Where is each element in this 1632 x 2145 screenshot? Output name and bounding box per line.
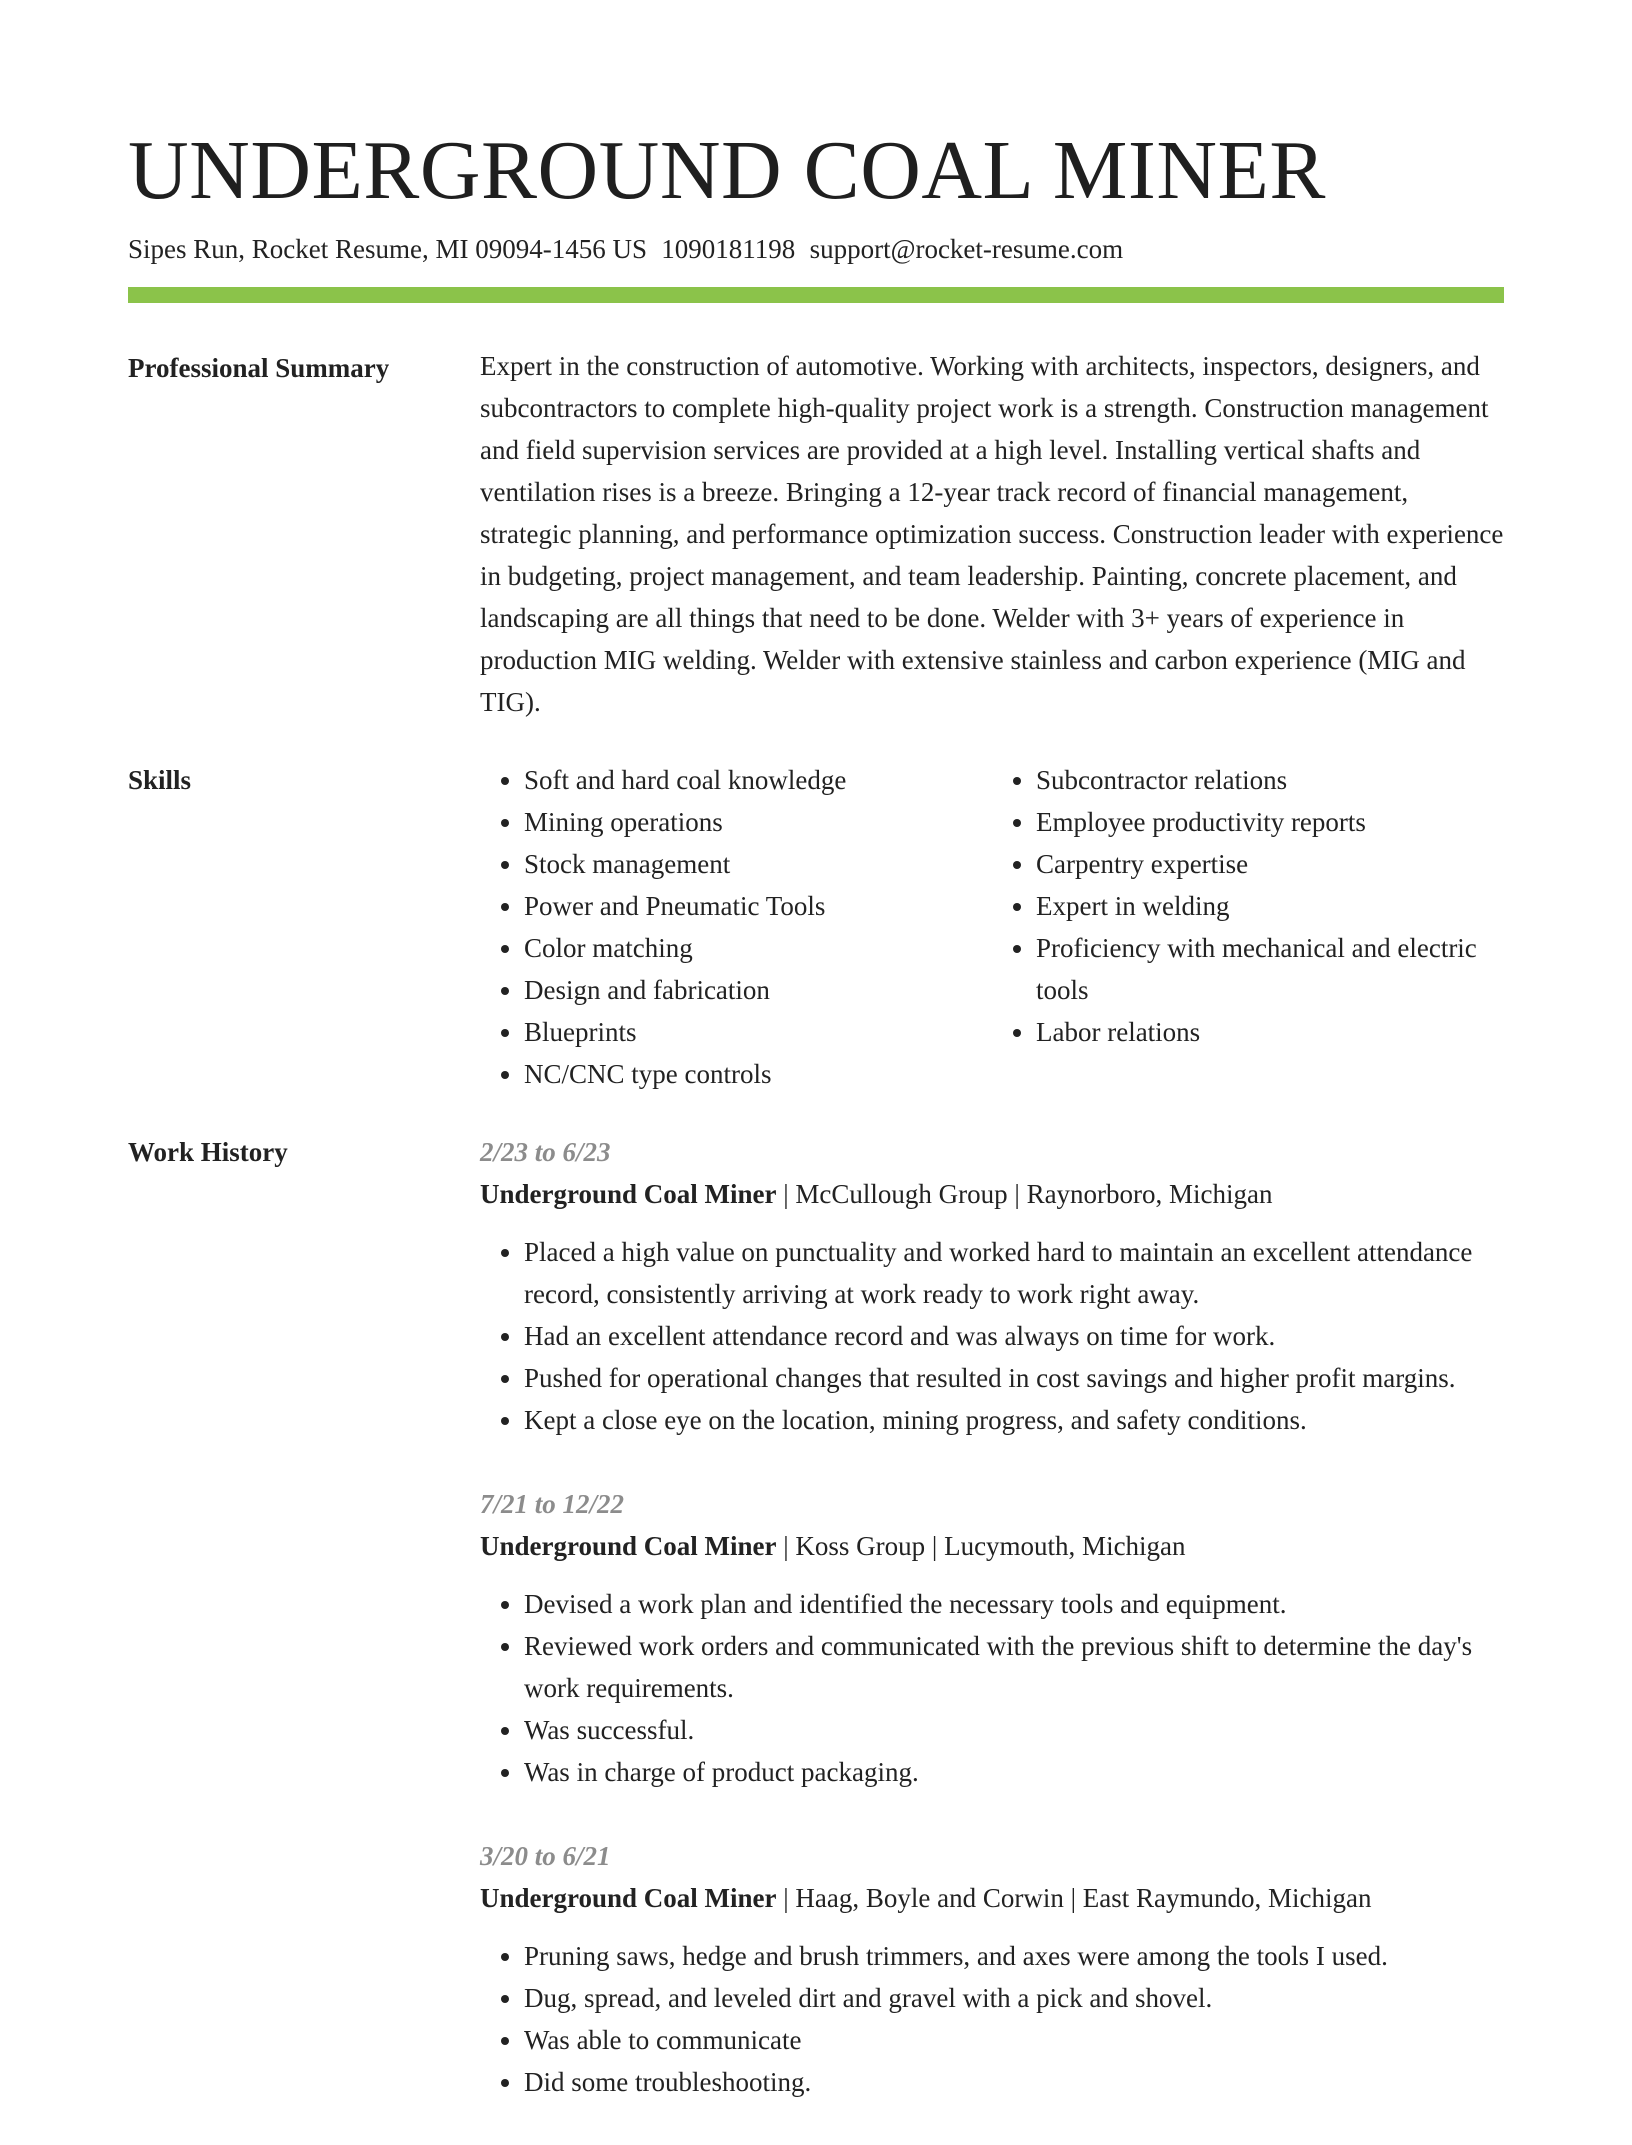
job-entry [480,1483,1504,1793]
skill-item: • Subcontractor relations [1036,759,1504,801]
job-bullets [480,1935,1504,2103]
job-title: Underground Coal Miner [480,1531,777,1562]
contact-phone: 1090181198 [661,234,796,264]
contact-address: Sipes Run, Rocket Resume, MI 09094-1456 US [128,234,647,264]
job-bullets [480,1231,1504,1441]
job-date: 2/23 to 6/23 [480,1137,611,1168]
accent-divider [128,287,1504,303]
job-entry [480,1131,1504,1441]
job-bullet: • Placed a high value on punctuality and worked hard to maintain an excellent attendance record, consistently arriving at work ready to work right away. [524,1231,1504,1315]
contact-line [128,233,1504,265]
skill-item: • Labor relations [1036,1011,1504,1053]
skill-item: • Blueprints [524,1011,992,1053]
job-bullets [480,1583,1504,1793]
job-entry [480,1835,1504,2103]
job-bullet: • Pruning saws, hedge and brush trimmers, and axes were among the tools I used. [524,1935,1504,1977]
skill-item: • Soft and hard coal knowledge [524,759,992,801]
work-history-section [128,1131,1504,2145]
job-details: | Haag, Boyle and Corwin | East Raymundo, Michigan [776,1883,1372,1914]
skills-heading: Skills [128,765,192,796]
skill-item: • Power and Pneumatic Tools [524,885,992,927]
job-bullet: • Was able to communicate [524,2019,1504,2061]
job-header [480,1525,1504,1567]
job-bullet: • Reviewed work orders and communicated with the previous shift to determine the day's work requirements. [524,1625,1504,1709]
skill-item: • Mining operations [524,801,992,843]
job-bullet: • Was in charge of product packaging. [524,1751,1504,1793]
job-header [480,1877,1504,1919]
skill-item: • Carpentry expertise [1036,843,1504,885]
job-bullet: • Had an excellent attendance record and was always on time for work. [524,1315,1504,1357]
job-bullet: • Pushed for operational changes that resulted in cost savings and higher profit margins. [524,1357,1504,1399]
skill-item: • Design and fabrication [524,969,992,1011]
skill-item: • Employee productivity reports [1036,801,1504,843]
job-bullet: • Did some troubleshooting. [524,2061,1504,2103]
skills-list-left [480,759,992,1095]
job-details: | McCullough Group | Raynorboro, Michigan [776,1179,1273,1210]
job-details: | Koss Group | Lucymouth, Michigan [776,1531,1186,1562]
page-title: UNDERGROUND COAL MINER [128,124,1326,217]
summary-heading: Professional Summary [128,353,390,384]
job-date: 3/20 to 6/21 [480,1841,611,1872]
job-bullet: • Was successful. [524,1709,1504,1751]
skill-item: • Proficiency with mechanical and electric tools [1036,927,1504,1011]
summary-text: Expert in the construction of automotive. Working with architects, inspectors, designers, and subcontractors to complete high-quality project work is a strength. Construction management and field supervision services are provided at a high level. Installing vertical shafts and ventilation rises is a breeze. Bringing a 12-year track record of financial management, strategic planning, and performance optimization success. Construction leader with experience in budgeting, project management, and team leadership. Painting, concrete placement, and landscaping are all things that need to be done. Welder with 3+ years of experience in production MIG welding. Welder with extensive stainless and carbon experience (MIG and TIG). [480,351,1504,718]
skills-section [128,759,1504,1095]
resume-page [128,0,1504,2145]
job-date: 7/21 to 12/22 [480,1489,625,1520]
summary-section [128,347,1504,723]
contact-email: support@rocket-resume.com [809,234,1124,264]
skills-list-right [992,759,1504,1095]
skill-item: • Expert in welding [1036,885,1504,927]
job-title: Underground Coal Miner [480,1883,777,1914]
job-bullet: • Dug, spread, and leveled dirt and gravel with a pick and shovel. [524,1977,1504,2019]
job-bullet: • Devised a work plan and identified the necessary tools and equipment. [524,1583,1504,1625]
skill-item: • NC/CNC type controls [524,1053,992,1095]
job-title: Underground Coal Miner [480,1179,777,1210]
job-header [480,1173,1504,1215]
skill-item: • Color matching [524,927,992,969]
skill-item: • Stock management [524,843,992,885]
work-history-heading: Work History [128,1137,288,1168]
job-bullet: • Kept a close eye on the location, mining progress, and safety conditions. [524,1399,1504,1441]
